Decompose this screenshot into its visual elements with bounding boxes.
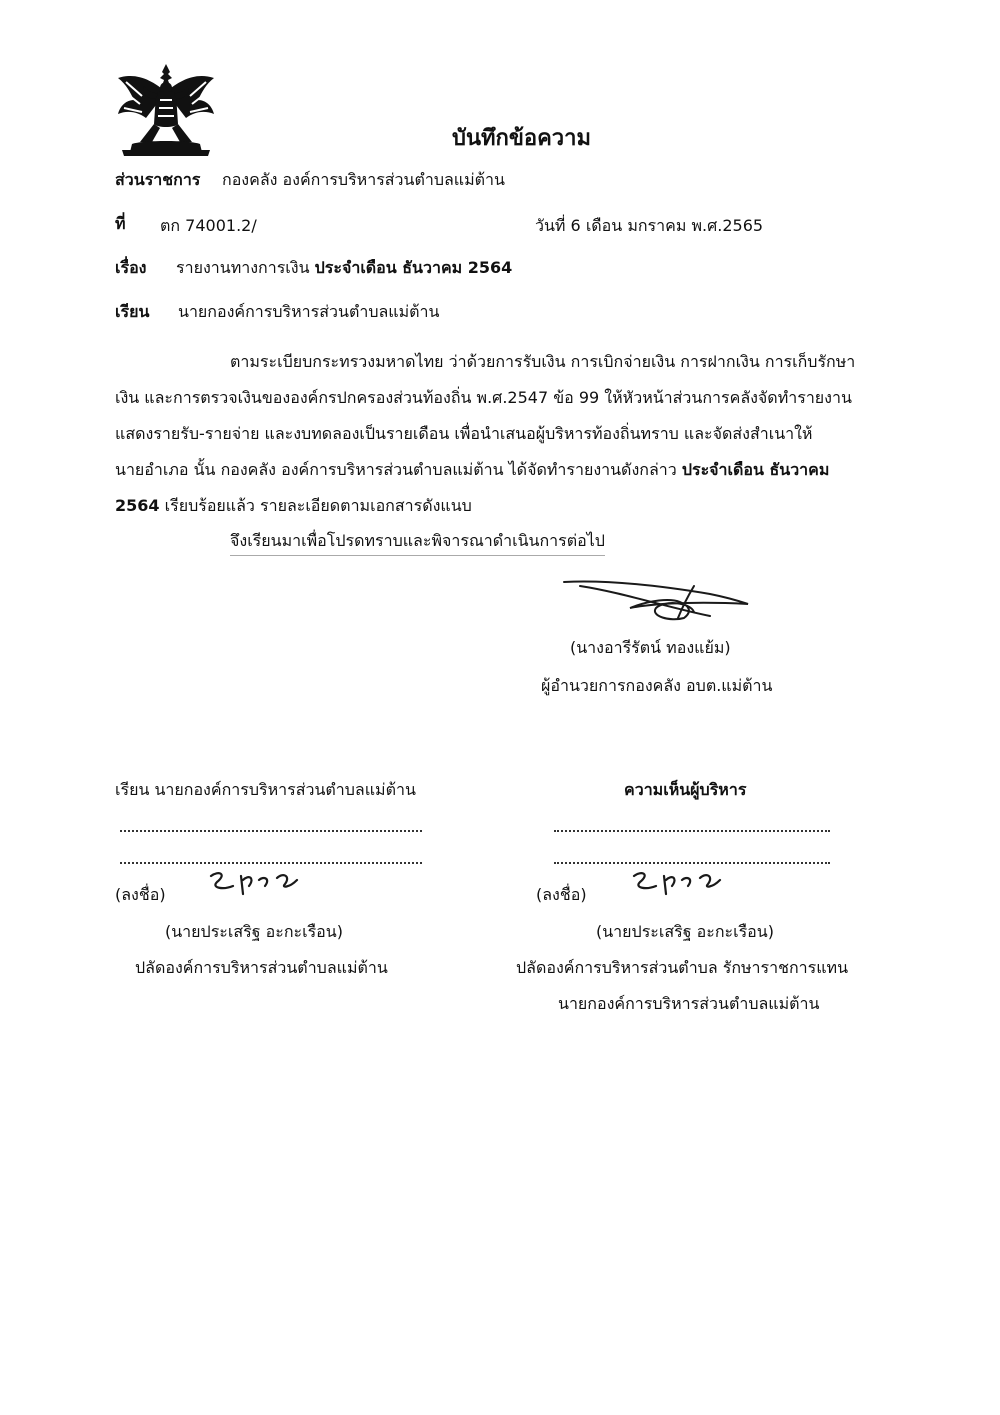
body-line-3: แสดงรายรับ-รายจ่าย และงบทดลองเป็นรายเดือน เพื่อนำเสนอผู้บริหารท้องถิ่นทราบ และจัดส่งสำเนาให้ — [115, 424, 813, 443]
body-line-4-plain: นายอำเภอ นั้น กองคลัง องค์การบริหารส่วนตำบลแม่ต้าน ได้จัดทำรายงานดังกล่าว — [115, 460, 677, 479]
body-line-5 — [115, 488, 925, 524]
right-name: (นายประเสริฐ อะกะเรือน) — [596, 922, 774, 941]
garuda-emblem-icon — [112, 62, 220, 158]
memo-title: บันทึกข้อความ — [452, 126, 592, 151]
right-position-1: ปลัดองค์การบริหารส่วนตำบล รักษาราชการแทน — [516, 958, 849, 977]
left-comment-line-1 — [120, 830, 422, 832]
handwritten-signature — [560, 572, 760, 628]
subject-period: ประจำเดือน ธันวาคม 2564 — [314, 258, 513, 277]
body-line-4 — [115, 452, 925, 488]
right-heading: ความเห็นผู้บริหาร — [624, 780, 747, 799]
closing-line: จึงเรียนมาเพื่อโปรดทราบและพิจารณาดำเนินการต่อไป — [230, 531, 605, 556]
right-comment-line-2 — [554, 862, 830, 864]
left-sign-label: (ลงชื่อ) — [115, 885, 166, 904]
left-heading: เรียน นายกองค์การบริหารส่วนตำบลแม่ต้าน — [115, 780, 416, 799]
signer-position: ผู้อำนวยการกองคลัง อบต.แม่ต้าน — [541, 676, 773, 695]
signer-name: (นางอารีรัตน์ ทองแย้ม) — [570, 638, 731, 657]
to-label: เรียน — [115, 302, 150, 321]
body-line-5-plain: เรียบร้อยแล้ว รายละเอียดตามเอกสารดังแนบ — [164, 496, 472, 515]
left-comment-line-2 — [120, 862, 422, 864]
subject-text: รายงานทางการเงิน — [176, 258, 310, 277]
right-position-2: นายกองค์การบริหารส่วนตำบลแม่ต้าน — [558, 994, 820, 1013]
department-value: กองคลัง องค์การบริหารส่วนตำบลแม่ต้าน — [222, 170, 505, 189]
ref-value: ตก 74001.2/ — [160, 216, 257, 235]
body-paragraph — [115, 344, 925, 524]
body-line-5-bold: 2564 — [115, 496, 160, 515]
subject-value — [176, 258, 512, 278]
right-signature — [628, 866, 728, 900]
body-line-2: เงิน และการตรวจเงินขององค์กรปกครองส่วนท้องถิ่น พ.ศ.2547 ข้อ 99 ให้หัวหน้าส่วนการคลังจัดทำรายงาน — [115, 388, 852, 407]
body-line-1: ตามระเบียบกระทรวงมหาดไทย ว่าด้วยการรับเงิน การเบิกจ่ายเงิน การฝากเงิน การเก็บรักษา — [230, 352, 856, 371]
memo-date: วันที่ 6 เดือน มกราคม พ.ศ.2565 — [535, 216, 764, 235]
left-position: ปลัดองค์การบริหารส่วนตำบลแม่ต้าน — [135, 958, 388, 977]
body-line-4-bold: ประจำเดือน ธันวาคม — [681, 460, 830, 479]
left-name: (นายประเสริฐ อะกะเรือน) — [165, 922, 343, 941]
subject-label: เรื่อง — [115, 258, 147, 277]
ref-label: ที่ — [115, 214, 126, 233]
right-comment-line-1 — [554, 830, 830, 832]
left-signature — [205, 866, 305, 900]
department-label: ส่วนราชการ — [115, 170, 201, 189]
to-value: นายกองค์การบริหารส่วนตำบลแม่ต้าน — [178, 302, 440, 321]
right-sign-label: (ลงชื่อ) — [536, 885, 587, 904]
